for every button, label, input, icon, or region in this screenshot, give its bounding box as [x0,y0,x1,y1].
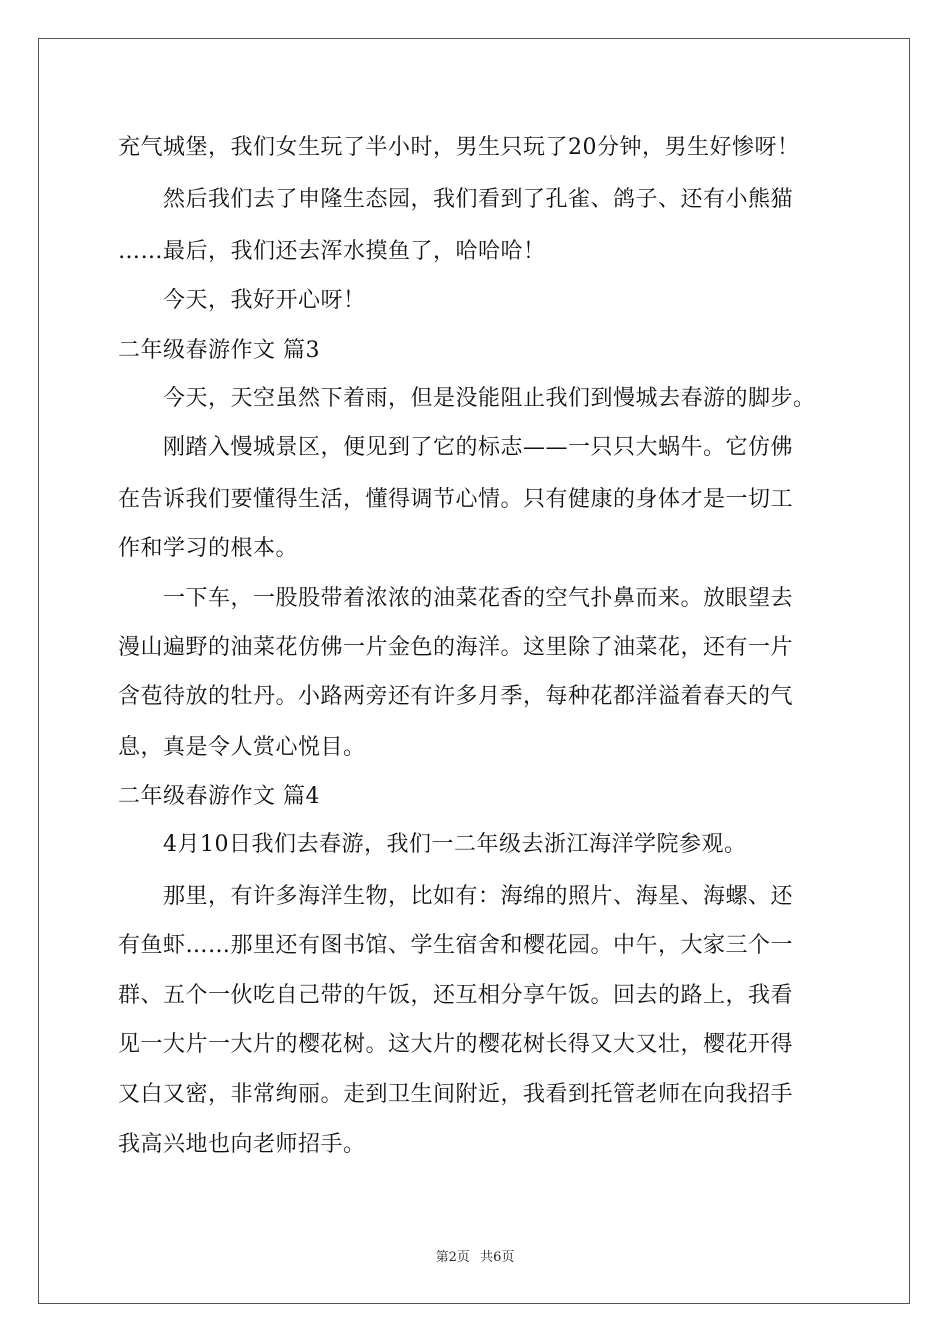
page-border [38,38,910,1304]
paragraph-line: 又白又密，非常绚丽。走到卫生间附近，我看到托管老师在向我招手 [118,1082,794,1107]
paragraph-line: ……最后，我们还去浑水摸鱼了，哈哈哈！ [118,239,546,264]
paragraph-line: 刚踏入慢城景区，便见到了它的标志——一只只大蜗牛。它仿佛 [163,435,794,460]
paragraph-line: 那里，有许多海洋生物，比如有：海绵的照片、海星、海螺、还 [163,884,794,909]
paragraph-line: 在告诉我们要懂得生活，懂得调节心情。只有健康的身体才是一切工 [118,487,794,512]
paragraph-line: 今天，天空虽然下着雨，但是没能阻止我们到慢城去春游的脚步。 [163,386,816,411]
page-footer [0,1246,950,1265]
paragraph-line: 4月10日我们去春游，我们一二年级去浙江海洋学院参观。 [163,832,747,857]
paragraph-line: 见一大片一大片的樱花树。这大片的樱花树长得又大又壮，樱花开得 [118,1032,794,1057]
paragraph-line: 含苞待放的牡丹。小路两旁还有许多月季，每种花都洋溢着春天的气 [118,684,794,709]
paragraph-line: 一下车，一股股带着浓浓的油菜花香的空气扑鼻而来。放眼望去 [163,586,794,611]
paragraph-line: 群、五个一伙吃自己带的午饭，还互相分享午饭。回去的路上，我看 [118,983,794,1008]
paragraph-line: 作和学习的根本。 [118,536,299,561]
paragraph-line: 息，真是令人赏心悦目。 [118,735,366,760]
paragraph-line: 然后我们去了申隆生态园，我们看到了孔雀、鸽子、还有小熊猫 [163,187,794,212]
section-heading: 二年级春游作文 篇4 [118,784,320,809]
paragraph-line: 我高兴地也向老师招手。 [118,1132,366,1157]
page-number-total: 共6页 [480,1250,515,1265]
page-number-current: 第2页 [435,1250,470,1265]
paragraph-line: 有鱼虾……那里还有图书馆、学生宿舍和樱花园。中午，大家三个一 [118,933,794,958]
paragraph-line: 充气城堡，我们女生玩了半小时，男生只玩了20分钟，男生好惨呀！ [118,135,800,160]
paragraph-line: 今天，我好开心呀！ [163,288,366,313]
section-heading: 二年级春游作文 篇3 [118,338,320,363]
paragraph-line: 漫山遍野的油菜花仿佛一片金色的海洋。这里除了油菜花，还有一片 [118,635,794,660]
